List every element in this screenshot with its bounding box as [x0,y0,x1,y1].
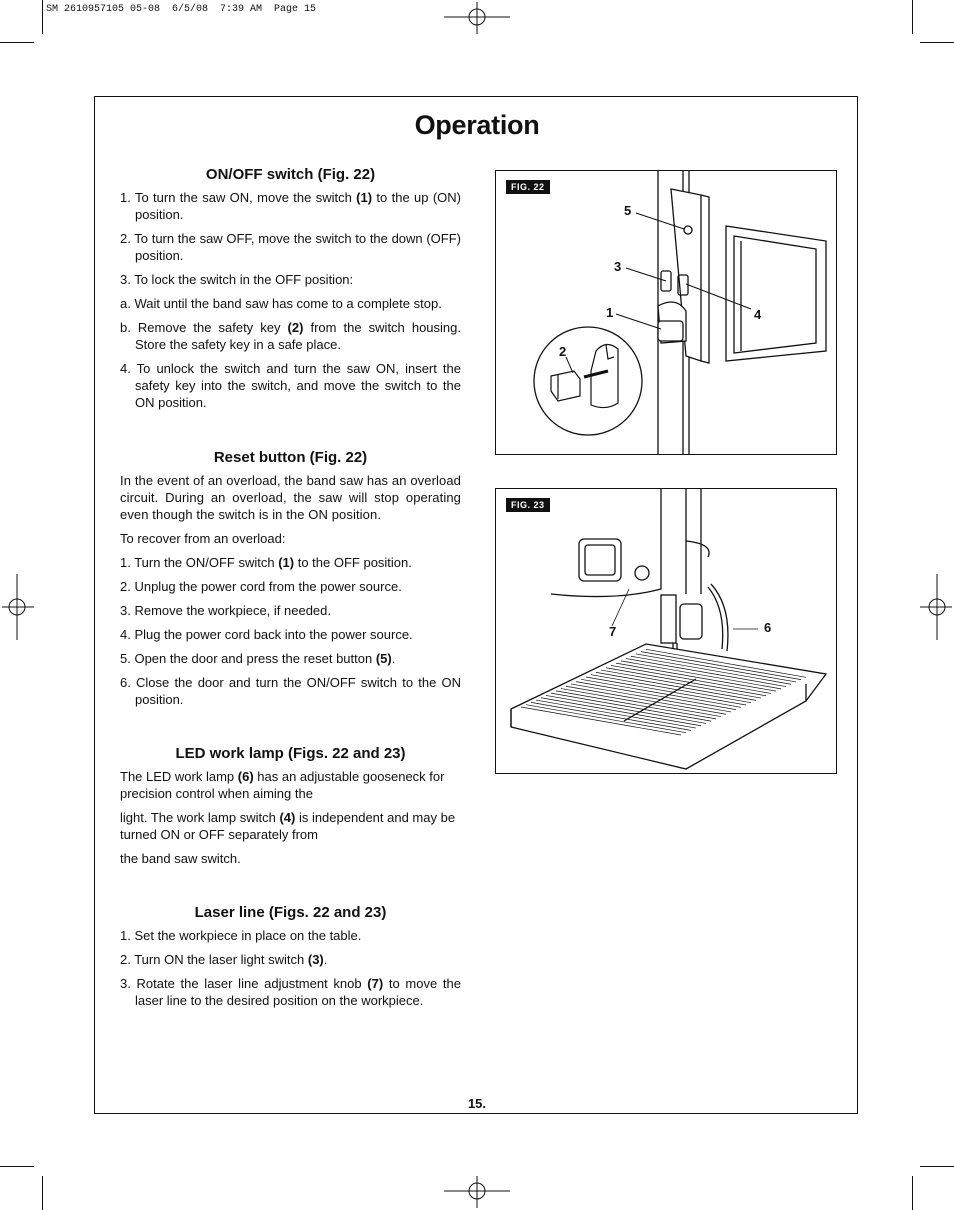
section-heading: LED work lamp (Figs. 22 and 23) [175,745,406,762]
text: from the switch housing. Store the safety key in a safe place. [135,320,461,352]
print-slug: SM 2610957105 05-08 6/5/08 7:39 AM Page 15 [46,4,317,15]
callout-6: 6 [764,620,772,635]
text: 2. Unplug the power cord from the power source. [120,579,402,594]
registration-mark-right [918,570,954,644]
list-item [120,650,461,667]
text: 2. To turn the saw OFF, move the switch to the down (OFF) position. [120,231,461,263]
figure-tag: FIG. 22 [506,180,550,194]
ref-number: (2) [287,320,304,335]
section-onoff-switch [120,166,461,418]
paragraph: In the event of an overload, the band saw has an overload circuit. During an overload, the saw will stop operating even though the switch is in the ON position. [120,473,461,522]
registration-mark-bottom [440,1174,514,1210]
list-item [120,626,461,643]
callout-7: 7 [609,624,617,639]
list-item [120,360,461,411]
page-number: 15. [467,1096,487,1111]
paragraph: To recover from an overload: [120,531,286,546]
text: 4. To unlock the switch and turn the saw ON, insert the safety key into the switch, and move the switch to the ON position. [120,361,461,410]
paragraph: the band saw switch. [120,851,241,866]
list-item [120,189,461,223]
paragraph [120,768,461,802]
text: . [391,651,396,666]
list-item [120,578,461,595]
text: light. The work lamp switch [120,810,280,825]
paragraph [120,809,461,843]
text: . [323,952,328,967]
text: to the OFF position. [294,555,412,570]
text: to the up (ON) position. [135,190,461,222]
band-saw-table-illustration [496,489,836,773]
text: 3. Rotate the laser line adjustment knob [120,976,368,991]
list-item [120,927,461,944]
text: 4. Plug the power cord back into the power source. [120,627,413,642]
list-item [120,554,461,571]
figure-tag: FIG. 23 [506,498,550,512]
text: 1. Turn the ON/OFF switch [120,555,279,570]
instruction-list [120,189,461,411]
text: is independent and may be turned ON or OFF separately from [120,810,456,842]
list-item [120,602,461,619]
list-item [120,319,461,353]
section-laser-line [120,904,461,1016]
section-reset-button [120,449,461,715]
list-item [120,975,461,1009]
text: 6. Close the door and turn the ON/OFF switch to the ON position. [120,675,461,707]
ref-number: (3) [307,952,324,967]
text: The LED work lamp [120,769,238,784]
ref-number: (6) [237,769,254,784]
section-heading: Reset button (Fig. 22) [213,449,368,466]
registration-mark-left [0,570,36,644]
section-heading: ON/OFF switch (Fig. 22) [205,166,376,183]
text: a. Wait until the band saw has come to a complete stop. [120,296,442,311]
callout-3: 3 [614,259,622,274]
list-item [120,674,461,708]
list-item [120,295,461,312]
figure-23 [495,488,837,774]
list-item [120,951,461,968]
callout-4: 4 [754,307,762,322]
text: to move the laser line to the desired position on the workpiece. [135,976,461,1008]
callout-2: 2 [559,344,567,359]
registration-mark-top [440,0,514,36]
text: 3. Remove the workpiece, if needed. [120,603,332,618]
ref-number: (5) [375,651,392,666]
list-item [120,230,461,264]
ref-number: (4) [279,810,296,825]
text: has an adjustable gooseneck for precision control when aiming the [120,769,445,801]
text: 5. Open the door and press the reset button [120,651,376,666]
instruction-list [120,927,461,1009]
ref-number: (7) [367,976,384,991]
figure-22 [495,170,837,455]
text: 3. To lock the switch in the OFF position: [120,272,354,287]
section-led-work-lamp [120,745,461,874]
switch-housing-illustration [496,171,836,454]
text: 1. Set the workpiece in place on the table. [120,928,362,943]
text: 2. Turn ON the laser light switch [120,952,308,967]
instruction-list [120,554,461,708]
callout-5: 5 [624,203,632,218]
text: b. Remove the safety key [120,320,288,335]
page-title: Operation [414,110,540,140]
list-item [120,271,461,288]
text: 1. To turn the saw ON, move the switch [120,190,357,205]
callout-1: 1 [606,305,614,320]
ref-number: (1) [356,190,373,205]
section-heading: Laser line (Figs. 22 and 23) [194,904,387,921]
ref-number: (1) [278,555,295,570]
